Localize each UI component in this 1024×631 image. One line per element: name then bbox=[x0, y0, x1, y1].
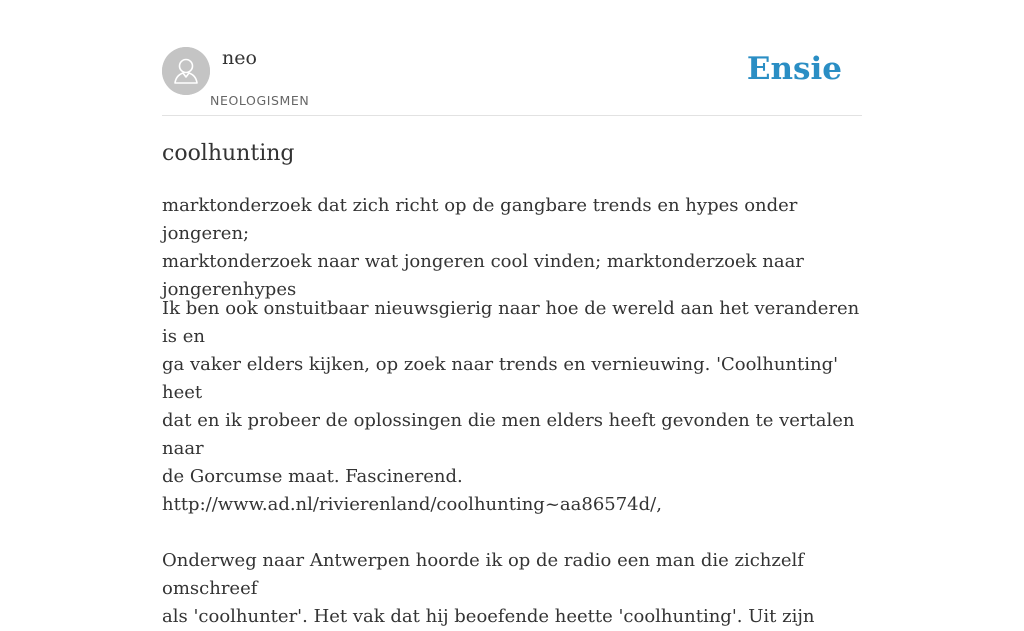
definition-line: jongerenhypes bbox=[162, 279, 297, 300]
entry-example bbox=[162, 295, 862, 631]
example-source-link[interactable]: http://www.ad.nl/rivierenland/coolhunting~aa86574d/, bbox=[162, 494, 662, 515]
dictionary-name[interactable]: NEOLOGISMEN bbox=[210, 93, 310, 108]
entry-header bbox=[162, 0, 862, 116]
entry-term: coolhunting bbox=[162, 141, 295, 166]
entry-definition bbox=[162, 192, 862, 304]
example-line: ga vaker elders kijken, op zoek naar trends en vernieuwing. 'Coolhunting' heet bbox=[162, 354, 839, 403]
page-container bbox=[162, 0, 862, 627]
site-logo[interactable]: Ensie bbox=[746, 51, 842, 87]
example-line: de Gorcumse maat. Fascinerend. bbox=[162, 466, 463, 487]
example-line: als 'coolhunter'. Het vak dat hij beoefende heette 'coolhunting'. Uit zijn bbox=[162, 606, 815, 627]
definition-line: marktonderzoek naar wat jongeren cool vinden; marktonderzoek naar bbox=[162, 251, 804, 272]
paragraph-gap bbox=[162, 519, 862, 547]
definition-line: marktonderzoek dat zich richt op de gangbare trends en hypes onder jongeren; bbox=[162, 195, 798, 244]
example-line: Onderweg naar Antwerpen hoorde ik op de radio een man die zichzelf omschreef bbox=[162, 550, 804, 599]
example-line: Ik ben ook onstuitbaar nieuwsgierig naar hoe de wereld aan het veranderen is en bbox=[162, 298, 860, 347]
author-username[interactable]: neo bbox=[222, 47, 257, 69]
example-line: dat en ik probeer de oplossingen die men elders heeft gevonden te vertalen naar bbox=[162, 410, 855, 459]
user-avatar-icon[interactable] bbox=[162, 47, 210, 95]
